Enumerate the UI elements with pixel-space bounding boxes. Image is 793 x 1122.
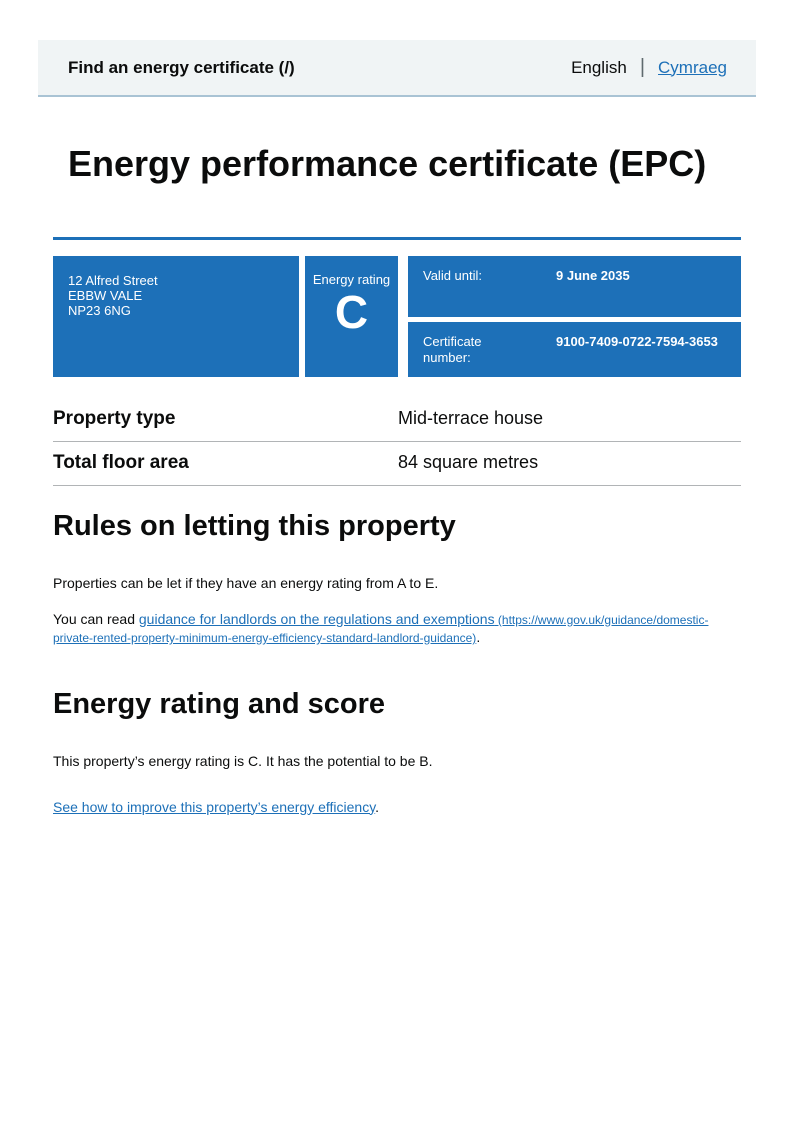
certificate-details [408, 256, 741, 377]
table-row [53, 398, 741, 442]
property-summary-table [53, 398, 741, 486]
row-label: Property type [53, 407, 176, 429]
service-name-link[interactable]: Find an energy certificate (/) [68, 57, 295, 77]
language-separator: | [639, 56, 646, 78]
main-content [53, 140, 741, 816]
rules-paragraph-2-prefix: You can read [53, 610, 139, 627]
valid-until-value: 9 June 2035 [556, 267, 630, 283]
language-switcher [571, 56, 727, 79]
rating-heading: Energy rating and score [53, 687, 385, 720]
guidance-link-text: guidance for landlords on the regulations and exemptions [138, 610, 495, 627]
guidance-link[interactable] [53, 611, 708, 646]
language-current: English [571, 57, 627, 77]
energy-rating-label: Energy rating [312, 271, 391, 287]
service-header [38, 40, 756, 97]
page-title: Energy performance certificate (EPC) [68, 143, 707, 184]
improve-efficiency-link[interactable]: See how to improve this property’s energy efficiency [53, 798, 376, 815]
improve-paragraph-suffix: . [375, 798, 380, 815]
language-cymraeg-link[interactable]: Cymraeg [658, 57, 727, 77]
rating-section [53, 687, 741, 816]
rating-paragraph-1: This property’s energy rating is C. It has the potential to be B. [53, 753, 433, 770]
rules-paragraph-2-suffix: . [476, 629, 481, 646]
certificate-number-row [408, 322, 741, 377]
table-row [53, 442, 741, 486]
rules-paragraph-2 [53, 610, 741, 647]
property-address [53, 256, 299, 377]
blue-divider [53, 237, 741, 240]
certificate-number-label: Certificate number: [423, 333, 482, 365]
rules-section [53, 509, 741, 647]
valid-until-label: Valid until: [423, 267, 483, 283]
energy-rating-box [305, 256, 398, 377]
row-value: 84 square metres [398, 452, 539, 473]
certificate-panel [53, 256, 741, 377]
address-line-3: NP23 6NG [68, 302, 131, 318]
improve-paragraph [53, 798, 741, 816]
certificate-number-value: 9100-7409-0722-7594-3653 [556, 333, 718, 349]
address-line-2: EBBW VALE [68, 287, 143, 303]
address-line-1: 12 Alfred Street [68, 272, 158, 288]
rules-paragraph-1: Properties can be let if they have an energy rating from A to E. [53, 575, 439, 592]
rules-heading: Rules on letting this property [53, 509, 456, 542]
guidance-link-url: (https://www.gov.uk/guidance/domestic-private-rented-property-minimum-energy-efficiency-standard-landlord-guidance) [53, 612, 709, 646]
energy-rating-value: C [334, 285, 369, 338]
valid-until-row [408, 256, 741, 317]
row-label: Total floor area [53, 451, 189, 473]
row-value: Mid-terrace house [398, 408, 544, 429]
